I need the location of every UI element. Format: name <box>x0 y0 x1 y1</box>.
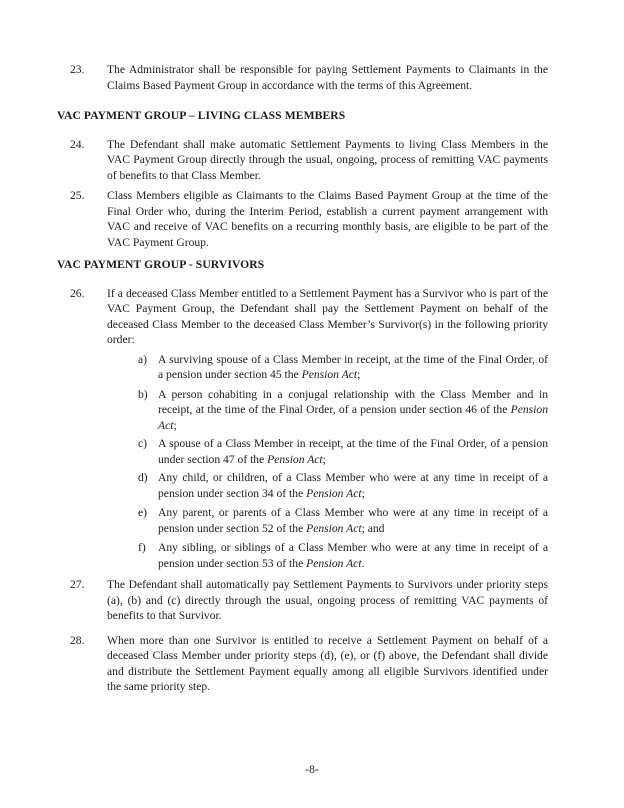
paragraph-text: The Defendant shall make automatic Settlement Payments to living Class Members in the VAC Payment Group directly through the usual, ongoing, process of remitting VAC payments of benefits to that Class Member. <box>107 137 548 182</box>
priority-item-text: Any parent, or parents of a Class Member who were at any time in receipt of a pension under section 52 of the Pension Act; and <box>158 506 548 535</box>
priority-item-letter: d) <box>138 471 148 484</box>
priority-item-letter: c) <box>138 437 148 450</box>
paragraph-24 <box>57 137 548 184</box>
priority-item-text: Any sibling, or siblings of a Class Member who were at any time in receipt of a pension under section 53 of the Pension Act. <box>158 541 548 570</box>
paragraph-25 <box>57 188 548 250</box>
paragraph-number: 26. <box>70 286 85 300</box>
page-content <box>57 62 548 695</box>
priority-item-letter: e) <box>138 506 148 519</box>
priority-item-letter: f) <box>138 541 146 554</box>
paragraph-text: The Administrator shall be responsible for paying Settlement Payments to Claimants in the Claims Based Payment Group in accordance with the terms of this Agreement. <box>107 63 548 92</box>
priority-item-text: A spouse of a Class Member in receipt, at the time of the Final Order, of a pension under section 47 of the Pension Act; <box>158 437 548 466</box>
priority-item-text: Any child, or children, of a Class Member who were at any time in receipt of a pension under section 34 of the Pension Act; <box>158 471 548 500</box>
paragraph-number: 24. <box>70 137 85 151</box>
paragraph-26 <box>57 286 548 348</box>
priority-item-letter: b) <box>138 387 148 401</box>
priority-item-d <box>57 470 548 501</box>
paragraph-number: 27. <box>70 578 85 591</box>
section-heading-survivors: VAC PAYMENT GROUP - SURVIVORS <box>57 258 265 271</box>
priority-item-e <box>57 505 548 536</box>
paragraph-text: When more than one Survivor is entitled to receive a Settlement Payment on behalf of a deceased Class Member under priority steps (d), (e), or (f) above, the Defendant shall divide and distribute the Settlement Payment equally among all eligible Survivors identified under the same priority step. <box>107 633 548 693</box>
priority-item-text: A person cohabiting in a conjugal relationship with the Class Member and in receipt, at the time of the Final Order, of a pension under section 46 of the Pension Act; <box>158 387 548 432</box>
paragraph-28 <box>57 633 548 695</box>
paragraph-text: The Defendant shall automatically pay Settlement Payments to Survivors under priority steps (a), (b) and (c) directly through the usual, ongoing process of remitting VAC payments of benefits to that Survivor. <box>107 578 548 622</box>
priority-item-text: A surviving spouse of a Class Member in receipt, at the time of the Final Order, of a pension under section 45 the Pension Act; <box>158 352 548 381</box>
paragraph-27 <box>57 577 548 624</box>
paragraph-23 <box>57 62 548 93</box>
paragraph-number: 23. <box>70 63 85 76</box>
paragraph-number: 25. <box>70 189 85 202</box>
priority-item-b <box>57 387 548 434</box>
priority-item-a <box>57 352 548 383</box>
section-heading-living-class-members: VAC PAYMENT GROUP – LIVING CLASS MEMBERS <box>57 109 346 122</box>
paragraph-text: Class Members eligible as Claimants to the Claims Based Payment Group at the time of the Final Order who, during the Interim Period, establish a current payment arrangement with VAC and receive of VAC benefits on a recurring monthly basis, are eligible to be part of the VAC Payment Group. <box>107 189 548 249</box>
paragraph-number: 28. <box>70 633 85 647</box>
priority-item-f <box>57 540 548 571</box>
priority-order-list <box>57 352 548 572</box>
paragraph-text: If a deceased Class Member entitled to a Settlement Payment has a Survivor who is part of the VAC Payment Group, the Defendant shall pay the Settlement Payment on behalf of the deceased Class Member to the deceased Class Member’s Survivor(s) in the following priority order: <box>107 286 548 346</box>
priority-item-c <box>57 436 548 467</box>
priority-item-letter: a) <box>138 352 148 366</box>
page-number: -8- <box>305 763 319 776</box>
